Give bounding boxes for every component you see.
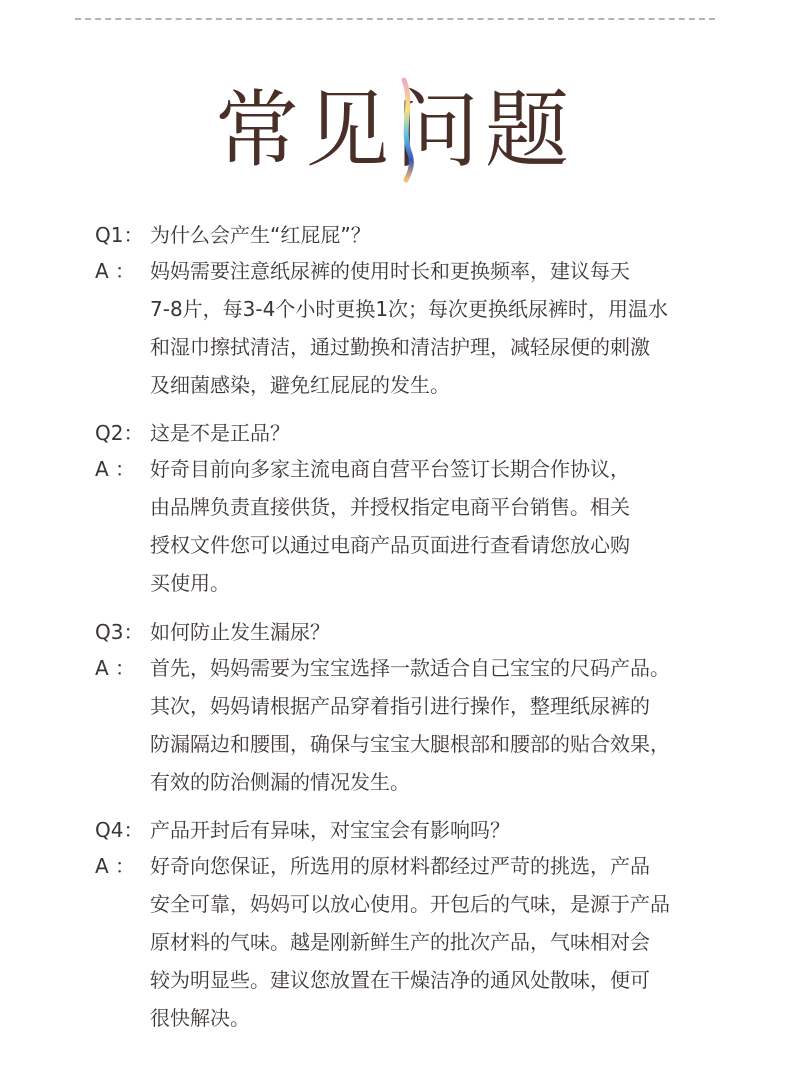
title-section [0,70,790,190]
question-label: Q3： [95,620,144,644]
top-dashed-divider [75,18,715,20]
answer-text: 好奇目前向多家主流电商自营平台签订长期合作协议， 由品牌负责直接供货，并授权指定电商平台销售。相关 授权文件您可以通过电商产品页面进行查看请您放心购 买使用。 [150,457,630,595]
question-text: 为什么会产生“红屁屁”？ [150,223,371,247]
question-text: 这是不是正品？ [150,421,290,445]
question-label: Q4： [95,818,144,842]
answer-text: 好奇向您保证，所选用的原材料都经过严苛的挑选，产品 安全可靠，妈妈可以放心使用。开包后的气味，是源于产品 原材料的气味。越是刚新鲜生产的批次产品，气味相对会 较为明显些。建议您放置在干燥洁净的通风处散味，便可 很快解决。 [150,854,670,1030]
answer-label: A ： [95,854,136,878]
answer-text: 妈妈需要注意纸尿裤的使用时长和更换频率，建议每天 7-8片，每3-4个小时更换1次；每次更换纸尿裤时，用温水 和湿巾擦拭清洁，通过勤换和清洁护理，减轻尿便的刺激 及细菌感染，避免红屁屁的发生。 [150,259,669,397]
question-label: Q2： [95,421,144,445]
answer-label: A ： [95,656,136,680]
question-label: Q1： [95,223,144,247]
question-text: 如何防止发生漏尿？ [150,620,330,644]
answer-text: 首先，妈妈需要为宝宝选择一款适合自己宝宝的尺码产品。 其次，妈妈请根据产品穿着指引进行操作，整理纸尿裤的 防漏隔边和腰围，确保与宝宝大腿根部和腰部的贴合效果， 有效的防治侧漏的情况发生。 [150,656,670,794]
answer-label: A ： [95,457,136,481]
answer-label: A ： [95,259,136,283]
page-title [214,81,575,179]
page-title-text: 常见问题 [214,81,575,179]
question-text: 产品开封后有异味，对宝宝会有影响吗？ [150,818,510,842]
